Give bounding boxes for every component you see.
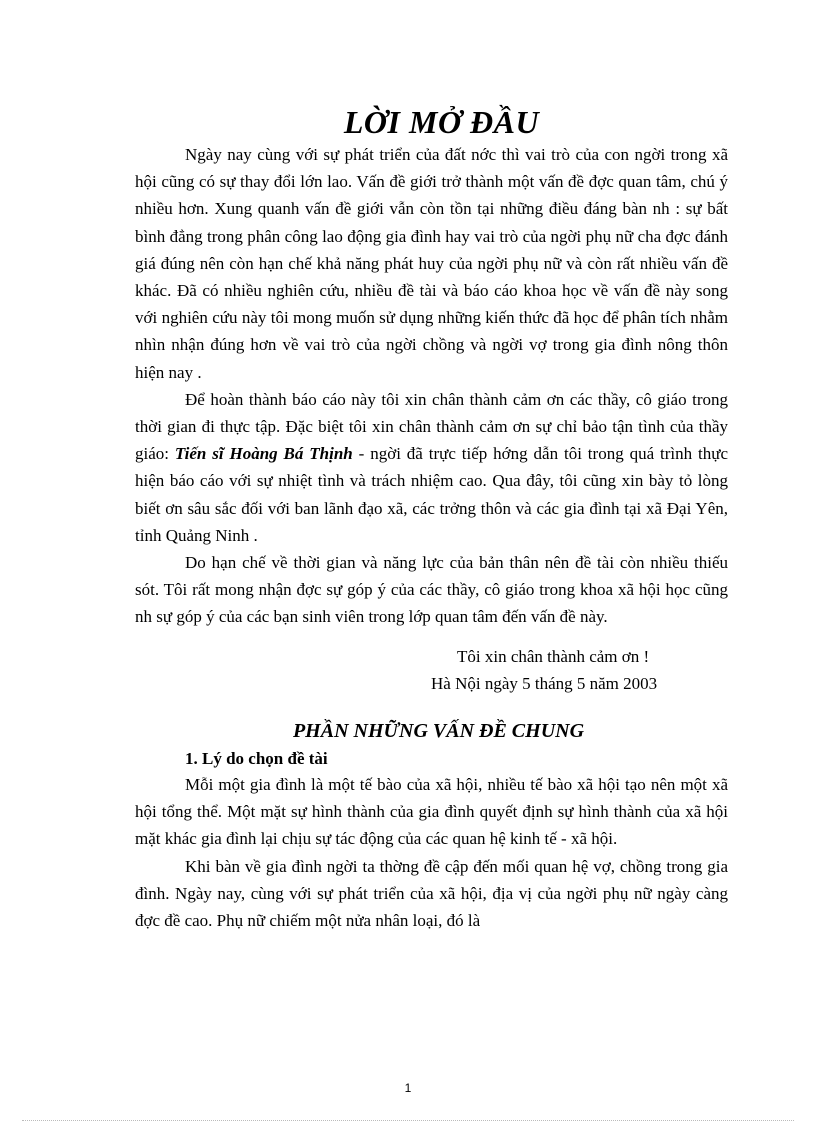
closing-thanks: Tôi xin chân thành cảm ơn ! — [457, 646, 650, 666]
closing-date: Hà Nội ngày 5 tháng 5 năm 2003 — [431, 673, 658, 693]
intro-paragraph: Ngày nay cùng với sự phát triển của đất nớc thì vai trò của con ngời trong xã hội cũng có sự thay đổi lớn lao. Vấn đề giới trở thành một vấn đề đợc quan tâm, chú ý nhiều hơn. Xung quanh vấn đề giới vẫn còn tồn tại những điều đáng bàn nh : sự bất bình đẳng trong phân công lao động gia đình hay vai trò của ngời phụ nữ cha đợc đánh giá đúng nên còn hạn chế khả năng phát huy của ngời phụ nữ và còn rất nhiều vấn đề khác. Đã có nhiều nghiên cứu, nhiều đề tài và báo cáo khoa học về vấn đề này song với nghiên cứu này tôi mong muốn sử dụng những kiến thức đã học để phân tích nhằm nhìn nhận đúng hơn về vai trò của ngời chồng và ngời vợ trong gia đình nông thôn hiện nay . — [135, 145, 728, 382]
acknowledgement-paragraph — [135, 386, 728, 549]
page-number: 1 — [404, 1081, 412, 1095]
section-paragraph: Khi bàn về gia đình ngời ta thờng đề cập đến mối quan hệ vợ, chồng trong gia đình. Ngày nay, cùng với sự phát triển của xã hội, địa vị của ngời phụ nữ ngày càng đợc đề cao. Phụ nữ chiếm một nửa nhân loại, đó là — [135, 856, 728, 931]
advisor-name: Tiến sĩ Hoàng Bá Thịnh — [174, 444, 353, 464]
acknowledgement-text-end: - ngời đã trực tiếp hớng dẫn tôi trong quá trình thực hiện báo cáo với sự nhiệt tình và trách nhiệm cao. Qua đây, tôi cũng xin bày tỏ lòng biết ơn sâu sắc đối với ban lãnh đạo xã, các trởng thôn và các gia đình tại xã Đại Yên, tỉnh Quảng Ninh . — [135, 444, 728, 545]
page-title: LỜI MỞ ĐẦU — [343, 104, 540, 140]
limitations-paragraph: Do hạn chế về thời gian và năng lực của bản thân nên đề tài còn nhiều thiếu sót. Tôi rất mong nhận đợc sự góp ý của các thầy, cô giáo trong khoa xã hội học cũng nh sự góp ý của các bạn sinh viên trong lớp quan tâm đến vấn đề này. — [135, 553, 728, 627]
document-body — [135, 103, 728, 934]
chapter-heading: PHẦN NHỮNG VẤN ĐỀ CHUNG — [292, 720, 585, 743]
page-bottom-edge — [22, 1120, 794, 1121]
section-paragraph: Mỗi một gia đình là một tế bào của xã hội, nhiều tế bào xã hội tạo nên một xã hội tổng thể. Một mặt sự hình thành của gia đình quyết định sự hình thành của xã hội mặt khác gia đình lại chịu sự tác động của các quan hệ kinh tế - xã hội. — [135, 775, 728, 849]
acknowledgement-text-start: Để hoàn thành báo cáo này tôi xin chân thành cảm ơn các thầy, cô giáo trong thời gian đi thực tập. Đặc biệt tôi xin chân thành cảm ơn sự chỉ bảo tận tình của thầy giáo: — [135, 389, 728, 464]
section-heading: 1. Lý do chọn đề tài — [185, 749, 328, 769]
closing-block — [135, 643, 728, 697]
